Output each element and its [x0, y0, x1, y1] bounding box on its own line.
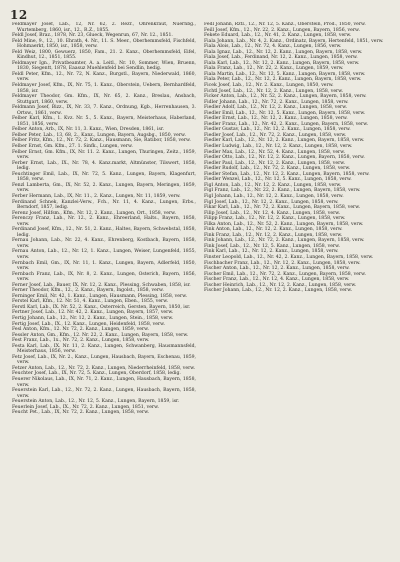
- directory-entry: Fink Anton, Lab., 12., Nr. 12, 2. Kanz., Lungen, 1858, verw.: [204, 227, 343, 233]
- directory-entry: Fiala Alois, Lab., 12., Nr. 72, 4. Kanz., Lungen, 1856, verw.: [204, 44, 342, 50]
- directory-entry: Fernau Johann, Lab., Nr. 22, 4. Kanz., Ehrenberg, Kostbach, Bayern, 1858, verw.: [12, 238, 196, 249]
- directory-entry: Fekete Eduard, Lab., 12., Nr. 41, 2. Kanz., Lungen, 1858, verw.: [204, 33, 352, 39]
- entry-columns: [12, 22, 388, 552]
- directory-entry: Fernbach Franz, Lab., IX, Nr. 8, 2. Kanz., Lungen, Osterich, Bayern, 1856, verw.: [12, 271, 196, 283]
- directory-entry: Fiala Peter, Lab., 12., Nr. 12, 2. Kanz., Lungen, Bayern, 1858, verw.: [204, 77, 362, 83]
- directory-entry: Fiedler Stefan, Lab., 12., Nr. 12, 2. Kanz., Lungen, Bayern, 1858, verw.: [204, 171, 370, 177]
- directory-entry: Felber Fritz, Kfm., 12., Nr. 72, 2. Kanz., Hausmann, Sie, Ratibor, 1858, verw.: [12, 138, 191, 144]
- directory-entry: Fest Franz, Lab., 1x., Nr. 72, 2. Kanz., Lungen, 1858, verw.: [12, 338, 150, 344]
- directory-entry: Fertig Josef, Lab., IX., 12. Kanz., Lungen, Heidenfeld, 1858, verw.: [12, 321, 166, 327]
- directory-entry: Feldmayer Josef, Lab., 12, Nr. 62, 2. Rezr., Ohrenkraut, Nuernbg., Wurtemberg, 1860, isr., 12., R.Z., 1855.: [12, 22, 196, 33]
- directory-entry: Feuerstein Karl, Lab., 12., Nr. 72, 2. Kanz., Lungen, Hausbach, Bayern, 1858, verw.: [12, 388, 196, 399]
- directory-entry: Feld Mine, 9., 12., 10. Ehrath, 4. Nr., 11. S. Meer., Oberhemmsfeld, Fischfeld, Hohmaerkt, 1850, isr., 1858, verw.: [12, 38, 196, 50]
- directory-entry: Feuchter Josef, Lab., IX, Nr. 72, 5. Kanz., Lungen, Oberdorf, 1858, ledig.: [12, 371, 181, 377]
- directory-entry: Festa Karl, Lab., IX. Nr. 11, 2. Kanz., Lungen, Schwanberg, Hausmannsfeld, Meisterhaus, 1856, verw.: [12, 343, 196, 355]
- directory-entry: Fiedler Ernst, Lab., 12., Nr. 12, 2. Kanz., Lungen, 1858, verw.: [204, 116, 348, 122]
- directory-entry: Fetz Josef, Lab., IX, Nr. 2., Kanz., Lungen, Hausbach, Bayern, Eschenau, 1859, verw.: [12, 354, 196, 366]
- directory-entry: Figl Josef, Lab., 12., Nr. 12, 2. Kanz., Lungen, 1858, verw.: [204, 199, 339, 205]
- directory-entry: Fiedler Karl, Lab., 12., Nr. 12, 2. Kanz., Lungen, Bayern, 1858, verw.: [204, 138, 365, 144]
- directory-entry: Fenzl Lamberta, Gm., IX, Nr. 52, 2. Kanz., Lungen, Bayern, Meringen, 1859, verw.: [12, 182, 196, 194]
- directory-entry: Fernau Anton, Lab., 12., Nr. 12, 1. Kanz., Lungen, Weiser, Lungenfeld, 1855, verw.: [12, 249, 196, 260]
- directory-entry: Feldmayer Theodor, Gm. Kfm., IX, Nr. 65, 2. Kanz., Breslau, Ansbach, Stuttgart, 1860, verw.: [12, 94, 196, 105]
- directory-entry: Fink Johann, Lab., 12., Nr. 72, 2. Kanz., Lungen, Bayern, 1858, verw.: [204, 238, 365, 244]
- directory-entry: Fiedler Otto, Lab., 12., Nr. 12, 2. Kanz., Lungen, Bayern, 1858, verw.: [204, 155, 365, 161]
- directory-entry: Fiala Ignaz, Lab., 12., Nr. 12, 2. Kanz., Lungen, Bayern, 1858, verw.: [204, 49, 363, 55]
- right-column: [204, 22, 388, 552]
- directory-entry: Felber Peter, Lab., 13, 68, 2., Kanz., Lungen, Bayern, Augsbg., 1850, verw.: [12, 132, 186, 138]
- directory-entry: Feuerstein Anton, Lab., 12., Nr. 12, 5. Kanz., Lungen, Bayern, 1859, isr.: [12, 399, 180, 405]
- directory-entry: Ferenz Josef, Hilfsm., Kfm., Nr. 12, 2. Kanz., Lungen, Ort., 1858, verw.: [12, 210, 176, 216]
- page-number: 12: [10, 8, 28, 22]
- directory-entry: Ferber Hermann, Lab., IX, Nr. 11., 2. Kanz., Lungen, Nr. 11, 1859, verw.: [12, 193, 181, 199]
- directory-entry: Felber Ernst, Gm. Kfm., IX, Nr. 11. 2. Kanz., Lungen, Thuringen, Zeitz., 1859, verw.: [12, 149, 196, 161]
- directory-entry: Fetzer Anton, Lab., 12., Nr. 72, 2. Kanz., Lungen, Niederrheinfeld, 1858, verw.: [12, 365, 196, 371]
- directory-entry: Filka Anton, Lab., 12., Nr. 52, 2. Kanz., Lungen, Bayern, 1858, verw.: [204, 221, 364, 227]
- directory-entry: Fink Josef, Lab., 12., Nr. 12, 5. Kanz., Lungen, 1858, verw.: [204, 243, 340, 249]
- directory-entry: Fischer Johann, Lab., 12., Nr. 12, 2. Kanz., Lungen, 1858, verw.: [204, 288, 353, 294]
- directory-entry: Figl Franz, Lab., 12., Nr. 22, 2. Kanz., Lungen, Bayern, 1858, verw.: [204, 188, 361, 194]
- directory-entry: Fiedler Emil, Lab., 12., Nr. 12, 5. Kanz., Lungen, Bayern, 1858, verw.: [204, 110, 366, 116]
- directory-entry: Fiedler Adolf, Lab., 12., Nr. 12, 2. Kanz., Lungen, 1858, verw.: [204, 105, 348, 111]
- left-column: [12, 22, 196, 552]
- directory-entry: Ferstl Karl, Lab., IX. Nr. 52, 2. Kanz., Osterreich, Gersten, Bayern, 1850, isr.: [12, 304, 191, 310]
- directory-entry: Ferdinand Josef, Kfm., 12., Nr. 51, 2. Kanz., Haltes, Bayern, Schwebstal, 1858, ledig.: [12, 227, 196, 238]
- directory-entry: Fink Karl, Lab., 12., Nr. 12, 2. Kanz., Lungen, 1858, verw.: [204, 249, 339, 255]
- directory-entry: Fiala Johann, Lab., Nr. 4, 2. Kanz., Ordinatz, Bayern, Hertenfeld, 1851, verw.: [204, 38, 384, 44]
- directory-entry: Fedl Johann, Rztl., 12., Nr. 12, 5. Kanz., Oberstein, Prod., 1850, verw.: [204, 22, 366, 27]
- directory-entry: Feuerlein Josef, Lab., IX., Nr. 72, 2. Kanz., Lungen, 1851, verw.: [12, 404, 159, 410]
- directory-entry: Fink Franz, Lab., 12., Nr. 12, 2. Kanz., Lungen, 1858, verw.: [204, 232, 343, 238]
- directory-entry: Fesl Anton, Kfm., 12. Nr. 72, 2. Kanz., Lungen, 1859, verw.: [12, 327, 149, 333]
- directory-entry: Fiala Karl, Lab., 12., Nr. 12, 2. Kanz., Lungen, Bayern, 1858, verw.: [204, 60, 360, 66]
- directory-entry: Feuchtinger Emil, Lab., IX, Nr. 72, 5. Kanz., Lungen, Bayern, Klagenfurt, 1858, verw.: [12, 171, 196, 183]
- directory-entry: Figl Johann, Lab., 12., Nr. 12, 2. Kanz., Lungen, 1858, verw.: [204, 193, 344, 199]
- directory-entry: Feldmayer Ign., Privatbeamter, A. a. Leitl., Nr. 10, Sommer, Wien, Bruenn, 1830, Siegentt, 1878, Eaasuz Muehlenfeld bei Sendlin, hedig.: [12, 60, 196, 72]
- directory-entry: Feldmayer Josef, Kfm., IX, Nr. 75, 1. Kanz., Oberstein, Uebern, Bernhardfeld, 1858, isr.: [12, 83, 196, 94]
- directory-entry: Fiedler Gustav, Lab., 12., Nr. 12, 2. Kanz., Lungen, 1858, verw.: [204, 127, 351, 133]
- directory-entry: Fiala Josef, Lab., Ferdinand, Nr. 12, 2. Kanz., Lungen, 1858, verw.: [204, 55, 358, 61]
- directory-entry: Fiala Franz, Lab., 12., Nr. 22, 2. Kanz., Lungen, 1859, verw.: [204, 66, 344, 72]
- directory-entry: Fiedler Rudolf, Lab., 12., Nr. 72, 2. Kanz., Lungen, 1858, verw.: [204, 166, 351, 172]
- directory-entry: Fischer Emil, Lab., 12., Nr. 72, 2. Kanz., Lungen, Bayern, 1858, verw.: [204, 271, 366, 277]
- directory-entry: Feucht Pet., Lab., IX, Nr. 72, 2. Kanz., Lungen, 1858, verw.: [12, 410, 150, 416]
- directory-entry: Fischbacher Franz, Lab., 12., Nr. 12, 2. Kanz., Lungen, 1858, verw.: [204, 260, 361, 266]
- directory-entry: Fiedler Wenzel, Lab., 12., Nr. 12, 5. Kanz., Lungen, 1858, verw.: [204, 177, 352, 183]
- directory-entry: Feld Weiz, 1800, Gewuerz, 1850, Fam., 21. 2. Kanz., Oberhemmsfeld, Eifel, Kindhut, 12., 1851, 1855.: [12, 49, 196, 61]
- directory-entry: Ferber Ernst, Lab., IX., Nr. 78, 4. Kanz.markt, Altmünster, Tilswert, 1858, ledig.: [12, 160, 196, 172]
- directory-entry: Ferenczy Franz, Lab., Nr. 12., 2. Kanz., Ehreerland, Halts., Bayern, 1858, verw.: [12, 216, 196, 227]
- directory-entry: Fertner Josef, Lab., 12. Nr. 42, 2. Kanz., Lungen, Bayern, 1857, verw.: [12, 310, 174, 316]
- directory-entry: Fessler Anton, Gm., Kfm., 12. Nr. 22, 2. Kanz., Lungen, Bayern, 1858, verw.: [12, 332, 189, 338]
- directory-entry: Fichtl Josef, Lab., 12., Nr. 12, 2. Kanz., Lungen, 1858, verw.: [204, 88, 344, 94]
- directory-entry: Feill Josef, Kfm., 12., Nr. 22, 2. Kanz., Lungen, Bayern, 1856, verw.: [204, 27, 360, 33]
- directory-entry: Fidler Johann, Lab., 12., Nr. 72, 2. Kanz., Lungen, 1858, verw.: [204, 99, 349, 105]
- directory-entry: Fikar Karl, Lab., 12., Nr. 72, 2. Kanz., Lungen, Bayern, 1858, verw.: [204, 205, 361, 211]
- directory-entry: Ferdinand Schnek, Kanzlei-Verw., Fch., Nr. 11, 4. Kanz., Lungen, Erbs., Berndorf, 1857, ledig.: [12, 199, 196, 211]
- directory-entry: Feldmann Josef, Bizz., IX, Nr. 33, 7. Kanz., Ordnung, Kgb., Herrenhausen, 3. Ortsw., 1861, verw.: [12, 105, 196, 116]
- directory-entry: Ferner Theodor, Kfm., 12., 2. Kanz., Bayern, Ingolst., 1858, verw.: [12, 288, 164, 294]
- directory-entry: Ferstel Karl, Kfm., 12. Nr. 51, 4. Kanz., Lungen, Eben., 1855, verw.: [12, 299, 169, 305]
- directory-entry: Feuerer Nikolaus, Lab., IX, Nr. 71, 2. Kanz., Lungen, Hausbach, Bayern, 1858, verw.: [12, 377, 196, 388]
- directory-entry: Fischer Heinrich, Lab., 12., Nr. 12, 2. Kanz., Lungen, 1858, verw.: [204, 282, 357, 288]
- directory-entry: Figl Anton, Lab., 12., Nr. 12, 2. Kanz., Lungen, 1858, verw.: [204, 182, 342, 188]
- directory-entry: Ficek Josef, Lab., 12., Nr. 2. Kanz., Lungen, 1850, verw.: [204, 83, 334, 89]
- directory-entry: Fernbach Emil, Gm., IX, Nr. 11, 1. Kanz., Lungen, Bayern, Adlerfeld, 1850, verw.: [12, 260, 196, 272]
- directory-entry: Ferner Josef, Lab., Bauer, IX, Nr. 12, 2. Kanz., Plessing, Schwaben, 1858, isr.: [12, 282, 191, 288]
- directory-entry: Fischer Anton, Lab., 12., Nr. 12, 2. Kanz., Lungen, 1858, verw.: [204, 266, 350, 272]
- directory-entry: Felber Ernst, Gm. Kfm., 27. 1. Sinfk., Lungen, verw.: [12, 144, 133, 150]
- directory-entry: Fiedler Josef, Lab., 12., Nr. 72, 2. Kanz., Lungen, 1858, verw.: [204, 132, 347, 138]
- directory-entry: Finster Leopold, Lab., 12., Nr. 42, 2. Kanz., Lungen, Bayern, 1858, verw.: [204, 254, 374, 260]
- directory-entry: Fiedler Ludwig, Lab., 12., Nr. 12, 2. Kanz., Lungen, 1858, verw.: [204, 144, 353, 150]
- directory-entry: Felber Karl, Kfm., 1. Kvz. Nr. 5., 5. Kanz., Bayern, Meisterhaus, Haberland, 1851, 1856, verw.: [12, 116, 196, 127]
- directory-entry: Ficker Anton, Lab., 12., Nr. 52, 2. Kanz., Lungen, Bayern, 1858, verw.: [204, 94, 367, 100]
- directory-entry: Feldl Peter, Kfm., 12., Nr. 72, N. Kanz., Burgstl., Bayern, Niederwald, 1860, verw.: [12, 71, 196, 83]
- directory-entry: Fiedler Paul, Lab., 12., Nr. 12, 2. Kanz., Lungen, 1858, verw.: [204, 160, 346, 166]
- directory-entry: Feldl Josef, Braz., 1878, Nr. 23, Glueck, Wegenrun, 67, Nr. 12., 1851.: [12, 33, 173, 39]
- directory-entry: Fiala Martin, Lab., 12., Nr. 12, 5. Kanz., Lungen, Bayern, 1858, verw.: [204, 71, 366, 77]
- directory-entry: Felber Anton, Arb., IX, Nr. 11, 3. Kanz., Wien, Dresden, 1861, isr.: [12, 127, 165, 133]
- directory-entry: Fischer Franz, Lab., 12., Nr. 12, 4. Kanz., Lungen, 1858, verw.: [204, 277, 350, 283]
- directory-entry: Filip Josef, Lab., 12., Nr. 12, 4. Kanz., Lungen, 1858, verw.: [204, 210, 341, 216]
- directory-entry: Filipp Franz, Lab., 12., Nr. 12, 2. Kanz., Lungen, 1858, verw.: [204, 216, 346, 222]
- directory-entry: Fiedler Max, Lab., 12., Nr. 52, 4. Kanz., Lungen, 1858, verw.: [204, 149, 346, 155]
- directory-entry: Fertig Johann, Lab., 12., Nr. 12, 2. Kanz., Lungen, Stein., 1858, verw.: [12, 315, 174, 321]
- directory-entry: Fiedler Franz, Lab., 12., Nr. 42, 2. Kanz., Lungen, Bayern, 1858, verw.: [204, 121, 369, 127]
- directory-entry: Ferninger Emil, Nr. 42, 1. Kanz., Lungen, Hausmann, Plessing, 1858, verw.: [12, 293, 188, 299]
